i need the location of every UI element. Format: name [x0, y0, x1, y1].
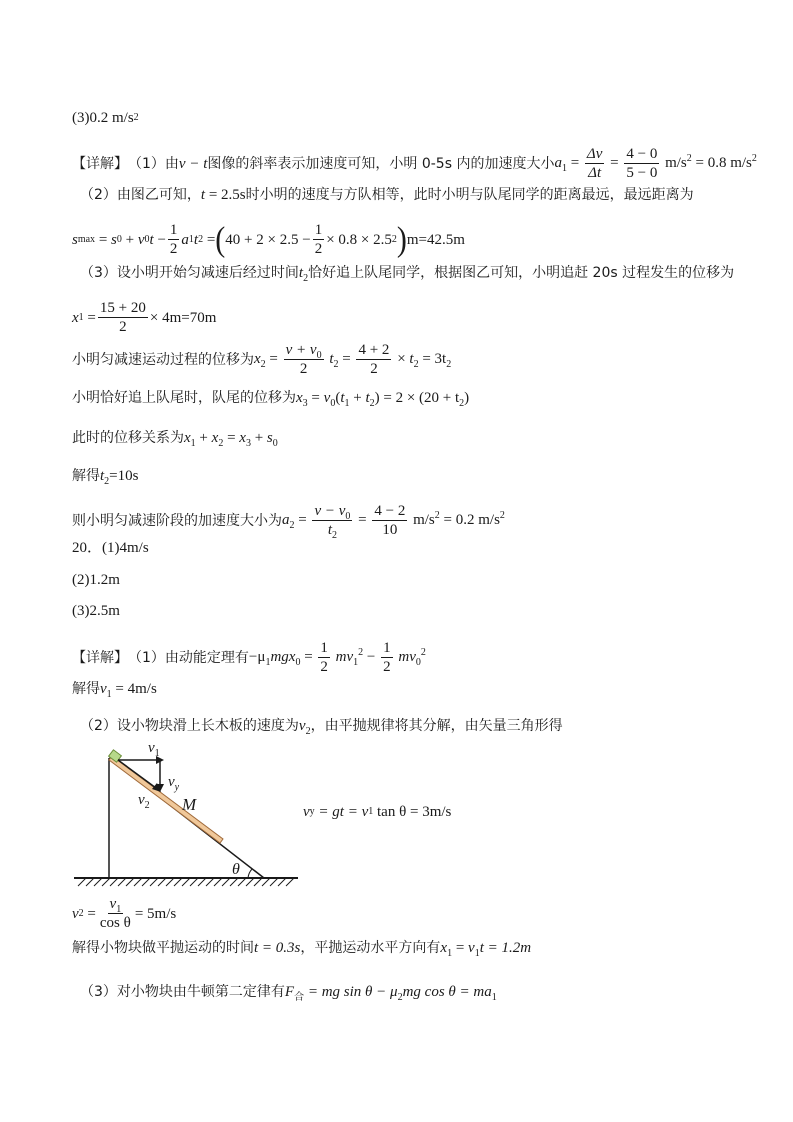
- q20-answer-2: (2)1.2m: [72, 572, 120, 588]
- v2-label: $v_2$: [138, 792, 150, 811]
- a2-line: 则小明匀减速阶段的加速度大小为 $a_2$ = $\frac{v - v_0}{t_2}$ = $\frac{4 - 2}{10}$ $m/s^2 = 0.2$ $m/s^2$: [72, 503, 505, 541]
- vy-label: $v_y$: [168, 774, 180, 793]
- x2-line: 小明匀减速运动过程的位移为 $x_2$ = $\frac{v + v_0}{2}$ $t_2$ = $\frac{4 + 2}{2}$ × $t_2 = 3t_2$: [72, 342, 452, 377]
- theta-label: θ: [232, 861, 240, 878]
- solve-v1-line: 解得 $v_1 = 4m/s$: [72, 681, 157, 700]
- answer-3-line: (3)0.2 m/s 2: [72, 110, 139, 126]
- x3-line: 小明恰好追上队尾时，队尾的位移为 $x_3 = v_0(t_1 + t_2) = 2 \times (20 + t_2)$: [72, 390, 470, 409]
- ground-hatching: [78, 878, 294, 886]
- q20-detail-1-line: 【详解】 （1）由动能定理有 $-\mu_1mgx_0$ = $\frac{1}{2}$ $mv_1^2$ − $\frac{1}{2}$ $mv_0^2$: [72, 640, 426, 675]
- detail-tag: 【详解】: [72, 155, 128, 172]
- v1-label: $v_1$: [148, 740, 160, 759]
- q20-detail-3-line: （3）对小物块由牛顿第二定律有 $F_合$ = mg $\sin \theta - \mu_2mg$ $\cos \theta = ma_1$: [80, 984, 497, 1003]
- v2-formula: v 2 = $\frac{v_1}{\text{cos θ}}$ = 5m/s: [72, 896, 177, 931]
- time-line: 解得小物块做平抛运动的时间 t = 0.3s ，平抛运动水平方向有 $x_1 = v_1t = 1.2m$: [72, 940, 532, 959]
- vy-formula: v y = gt = v 1 tan θ = 3m/s: [303, 804, 452, 820]
- mass-label: M: [182, 795, 197, 814]
- q20-answer-1: 20．(1)4m/s: [72, 540, 149, 556]
- solve-t2-line: 解得 $t_2=10s$: [72, 468, 139, 487]
- q20-answer-3: (3)2.5m: [72, 603, 120, 619]
- detail-part3-line: （3）设小明开始匀减速后经过时间 $t_2$ 恰好追上队尾同学，根据图乙可知，小明追赶 20s 过程发生的位移为: [80, 265, 735, 284]
- answer-3-text: (3)0.2 m/s: [72, 110, 134, 126]
- long-board: [109, 756, 223, 843]
- smax-formula: s max = s 0 + v 0 t − $\frac{1}{2}$ a 1 t 2 = ( 40 + 2 × 2.5 − $\frac{1}{2}$ × 0.8 × 2.5 2 ) m=42.5m: [72, 219, 465, 258]
- q20-detail-2-line: （2）设小物块滑上长木板的速度为 $v_2$ ，由平抛规律将其分解，由矢量三角形得: [80, 718, 563, 737]
- detail-part2-line: （2）由图乙可知， t = 2.5s 时小明的速度与方队相等，此时小明与队尾同学的距离最远，最远距离为: [80, 187, 694, 203]
- x1-formula: x 1 = $\frac{15 + 20}{2}$ × 4m=70m: [72, 300, 217, 335]
- relation-line: 此时的位移关系为 $x_1 + x_2 = x_3 + s_0$: [72, 430, 278, 449]
- acceleration-formula: $a_1$ = $\frac{\Delta v}{\Delta t}$ = $\frac{4 - 0}{5 - 0}$ $m/s^2 = 0.8$ $m/s^2$: [554, 146, 757, 181]
- theta-arc: [248, 869, 252, 878]
- incline-diagram: [72, 738, 312, 888]
- detail-part1-line: 【详解】 （1） 由 v − t 图像的斜率表示加速度可知，小明 0 - 5s 内的加速度大小 $a_1$ = $\frac{\Delta v}{\Delta t}$ = $\frac{4 - 0}{5 - 0}$ $m/s^2 = 0.8$ $m/s^2$: [72, 146, 757, 181]
- v2-arrow: [118, 760, 156, 788]
